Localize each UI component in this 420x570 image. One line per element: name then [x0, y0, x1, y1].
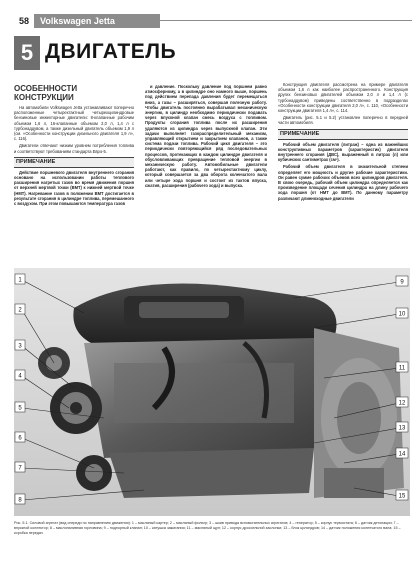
note-text: Рабочий объем двигателя (литраж) – одна из важнейших конструктивных параметров (характеристик) двигателя внутреннего сгорания (ДВС), выраженный в литрах (л) или кубических сантиметрах (см³). — [278, 141, 408, 163]
engine-photo — [14, 268, 410, 516]
text-column-1 — [14, 84, 134, 208]
callout-2: 2 — [18, 307, 22, 314]
callout-6: 6 — [18, 435, 22, 442]
figure-caption: Рис. 5.1. Силовой агрегат (вид спереди по направлению движения): 1 – масляный картер; 2 – масляный фильтр; 3 – шкив привода вспомогательных агрегатов; 4 – генератор; 5 – корпус термостата; 6 – датчик детонации; 7 – впускной коллектор; 8 – маслоналивная горловина; 9 – подпорный клапан; 10 – катушка зажигания; 11 – масляный щуп; 12 – корпус дроссельной заслонки; 13 – блок цилиндров; 14 – датчик положения коленчатого вала; 15 – коробка передач — [14, 521, 401, 535]
callout-15: 15 — [398, 493, 406, 500]
chapter-title: ДВИГАТЕЛЬ — [45, 40, 177, 63]
callout-7: 7 — [18, 465, 22, 472]
page-number: 58 — [18, 16, 29, 26]
text-column-2 — [145, 84, 267, 190]
chapter-number-badge: 5 — [14, 36, 40, 70]
note-heading: ПРИМЕЧАНИЕ — [278, 129, 408, 140]
note-text: Действие поршневого двигателя внутреннего сгорания основано на использовании работы теплового расширения нагретых газов во время движения поршня от верхней мертвой точки (ВМТ) к нижней мертвой точке (НМТ). Нагревание газов в положении ВМТ достигается в результате сгорания в цилиндре топлива, перемешанного с воздухом. При этом повышаются температура газов — [14, 169, 134, 207]
note-text-continued: и давление. Поскольку давление под поршнем равно атмосферному, а в цилиндре оно намного выше, поршень под действием перепада давления будет перемещаться вниз, а газы – расширяться, совершая полезную работу. Чтобы двигатель постоянно вырабатывал механическую энергию, в цилиндр необходимо периодически подавать через впускной клапан смесь воздуха с топливом. Продукты сгорания топлива после их расширения удаляются из цилиндра через выпускной клапан. Эти задачи выполняет газораспределительный механизм, управляющий открытием и закрытием клапанов, а также система подачи топлива. Рабочий цикл двигателя – это периодически повторяющийся ряд последовательных процессов, протекающих в каждом цилиндре двигателя и обусловливающих превращение тепловой энергии в механическую работу. Автомобильные двигатели работают, как правило, по четырехтактному циклу, который совершается за два оборота коленчатого вала или четыре хода поршня и состоит из тактов впуска, сжатия, расширения (рабочего хода) и выпуска. — [145, 84, 267, 188]
callout-10: 10 — [398, 311, 406, 318]
callout-4: 4 — [18, 373, 22, 380]
section-heading: ОСОБЕННОСТИ КОНСТРУКЦИИ — [14, 84, 78, 102]
callout-3: 3 — [18, 343, 22, 350]
callout-11: 11 — [398, 365, 406, 372]
header-rule — [154, 20, 412, 21]
paragraph: Двигатель (рис. 5.1 и 5.2) установлен поперечно в передней части автомобиля. — [278, 115, 408, 126]
callout-1: 1 — [18, 277, 22, 284]
engine-illustration — [14, 268, 410, 516]
callout-9: 9 — [400, 279, 404, 286]
callout-14: 14 — [398, 451, 406, 458]
callout-12: 12 — [398, 400, 406, 407]
callout-13: 13 — [398, 425, 406, 432]
page-header — [0, 13, 420, 29]
text-column-3 — [278, 82, 408, 203]
book-title: Volkswagen Jetta — [34, 14, 160, 28]
paragraph: Двигатели отвечают низким уровнем потребления топлива и соответствуют требованиям стандарта Евро-5. — [14, 143, 134, 154]
callout-8: 8 — [18, 497, 22, 504]
note-heading: ПРИМЕЧАНИЕ — [14, 157, 134, 168]
callout-5: 5 — [18, 405, 22, 412]
paragraph: На автомобили Volkswagen Jetta устанавливают поперечно расположенные четырехтактный четырехцилиндровые бензиновые инжекторные двигатели: 8-клапанные рабочим объемом 1,6 л, 16-клапанные объемом 2,0 л, 1,4 л с турбонаддувом, а также дизельный двигатель объемом 1,9 л (см. «Особенности конструкции дизельного двигателя 1,9 л», с. 116). — [14, 105, 134, 142]
note-text: Рабочий объем двигателя в значительной степени определяет его мощность и другие рабочие характеристики. Он равен сумме рабочих объемов всех цилиндров двигателя. В свою очередь, рабочий объем цилиндра определяется как произведение площади сечения цилиндра на длину рабочего хода поршня (от НМТ до ВМТ). По данному параметру различают длинноходные двигатели — [278, 164, 408, 201]
paragraph: Конструкция двигателя рассмотрена на примере двигателя объемом 1,6 л как наиболее распространенного. Конструкция других бензиновых двигателей объемом 2,0 л и 1,4 л (с турбонаддувом) приведены соответственно в подразделах «Особенности конструкции двигателя 2,0 л», с. 110, «Особенности конструкции двигателя 1,4 л», с. 114. — [278, 82, 408, 114]
